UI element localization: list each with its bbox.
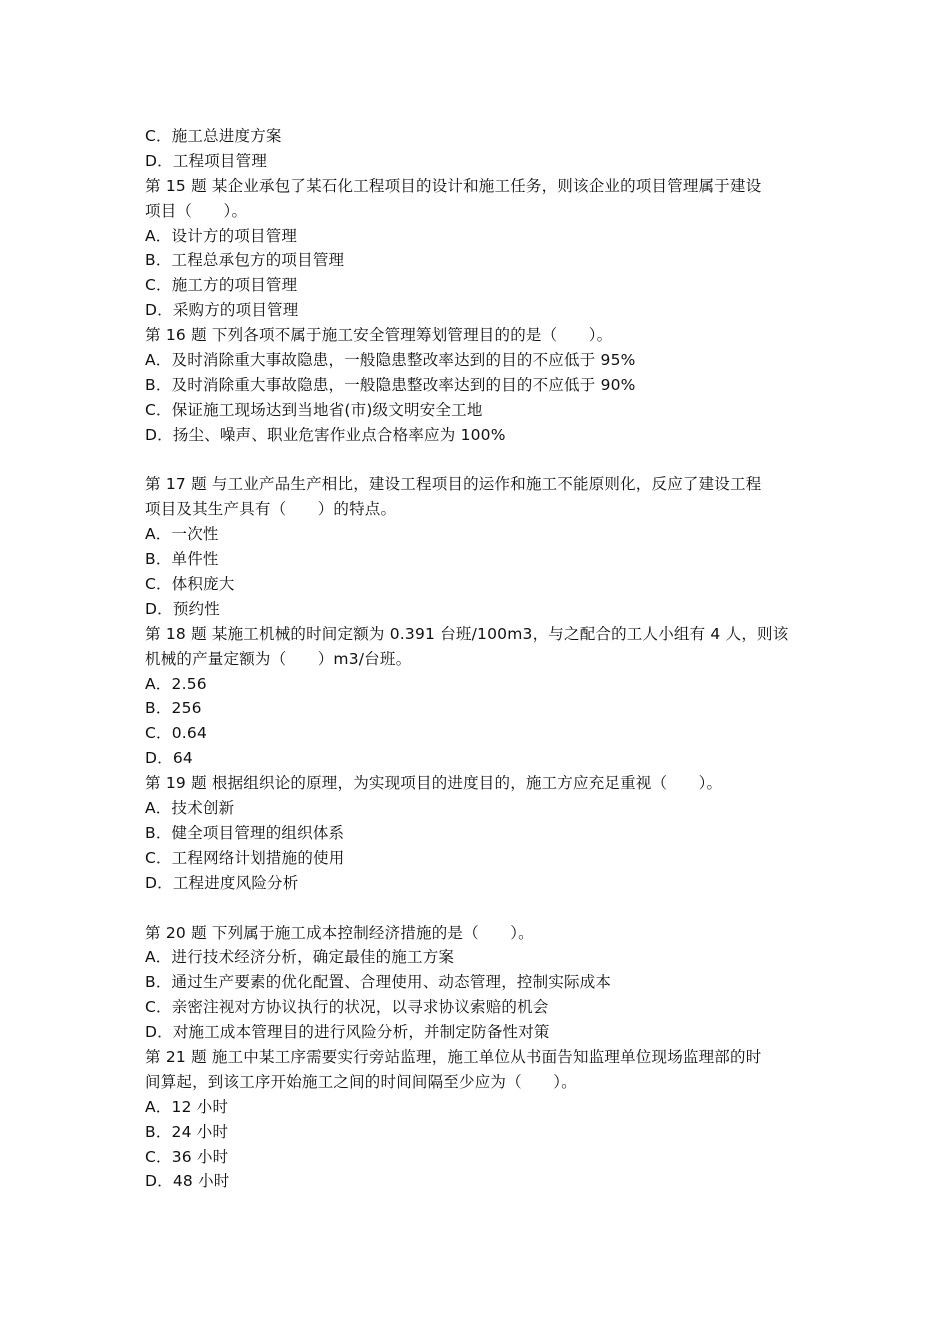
question-text: 第 15 题 某企业承包了某石化工程项目的设计和施工任务，则该企业的项目管理属于建设 [145,176,762,195]
answer-option: D．采购方的项目管理 [145,301,299,320]
answer-option: C．工程网络计划措施的使用 [145,848,345,867]
answer-option: D．48 小时 [145,1172,230,1191]
answer-option: B．及时消除重大事故隐患，一般隐患整改率达到的目的不应低于 90% [145,375,636,394]
answer-option: A．12 小时 [145,1097,229,1116]
answer-option: B．256 [145,699,202,718]
answer-option: B．单件性 [145,550,219,569]
question-text-continued: 间算起，到该工序开始施工之间的时间间隔至少应为（ ）。 [145,1072,577,1091]
answer-option: D．工程项目管理 [145,151,268,170]
answer-option: C．体积庞大 [145,575,235,594]
question-text-continued: 项目及其生产具有（ ）的特点。 [145,500,397,519]
answer-option: A．2.56 [145,674,207,693]
answer-option: C．施工总进度方案 [145,127,282,145]
answer-option: D．工程进度风险分析 [145,873,299,892]
answer-option: B．工程总承包方的项目管理 [145,251,345,270]
answer-option: A．及时消除重大事故隐患，一般隐患整改率达到的目的不应低于 95% [145,351,636,370]
question-text-continued: 项目（ ）。 [145,201,248,220]
document-body [145,124,805,1194]
answer-option: A．技术创新 [145,799,235,818]
blank-line [145,448,805,473]
question-text-continued: 机械的产量定额为（ ）m3/台班。 [145,649,412,668]
answer-option: C．保证施工现场达到当地省(市)级文明安全工地 [145,400,483,419]
answer-option: B．通过生产要素的优化配置、合理使用、动态管理，控制实际成本 [145,973,612,992]
answer-option: D．对施工成本管理目的进行风险分析，并制定防备性对策 [145,1023,550,1042]
answer-option: B．24 小时 [145,1122,229,1141]
answer-option: A．设计方的项目管理 [145,226,298,245]
answer-option: D．64 [145,749,193,768]
answer-option: C．亲密注视对方协议执行的状况，以寻求协议索赔的机会 [145,998,549,1017]
answer-option: D．预约性 [145,599,220,618]
blank-line [145,896,805,921]
question-text: 第 21 题 施工中某工序需要实行旁站监理，施工单位从书面告知监理单位现场监理部的时 [145,1047,762,1066]
answer-option: A．进行技术经济分析，确定最佳的施工方案 [145,948,455,967]
question-text: 第 19 题 根据组织论的原理，为实现项目的进度目的，施工方应充足重视（ ）。 [145,774,723,793]
question-text: 第 18 题 某施工机械的时间定额为 0.391 台班/100m3，与之配合的工人小组有 4 人，则该 [145,624,789,643]
answer-option: D．扬尘、噪声、职业危害作业点合格率应为 100% [145,425,506,444]
question-text: 第 20 题 下列属于施工成本控制经济措施的是（ ）。 [145,923,534,942]
question-text: 第 17 题 与工业产品生产相比，建设工程项目的运作和施工不能原则化，反应了建设工程 [145,475,762,494]
answer-option: B．健全项目管理的组织体系 [145,823,345,842]
answer-option: A．一次性 [145,525,219,544]
answer-option: C．0.64 [145,724,208,743]
answer-option: C．施工方的项目管理 [145,276,298,295]
answer-option: C．36 小时 [145,1147,229,1166]
question-text: 第 16 题 下列各项不属于施工安全管理筹划管理目的的是（ ）。 [145,326,613,345]
